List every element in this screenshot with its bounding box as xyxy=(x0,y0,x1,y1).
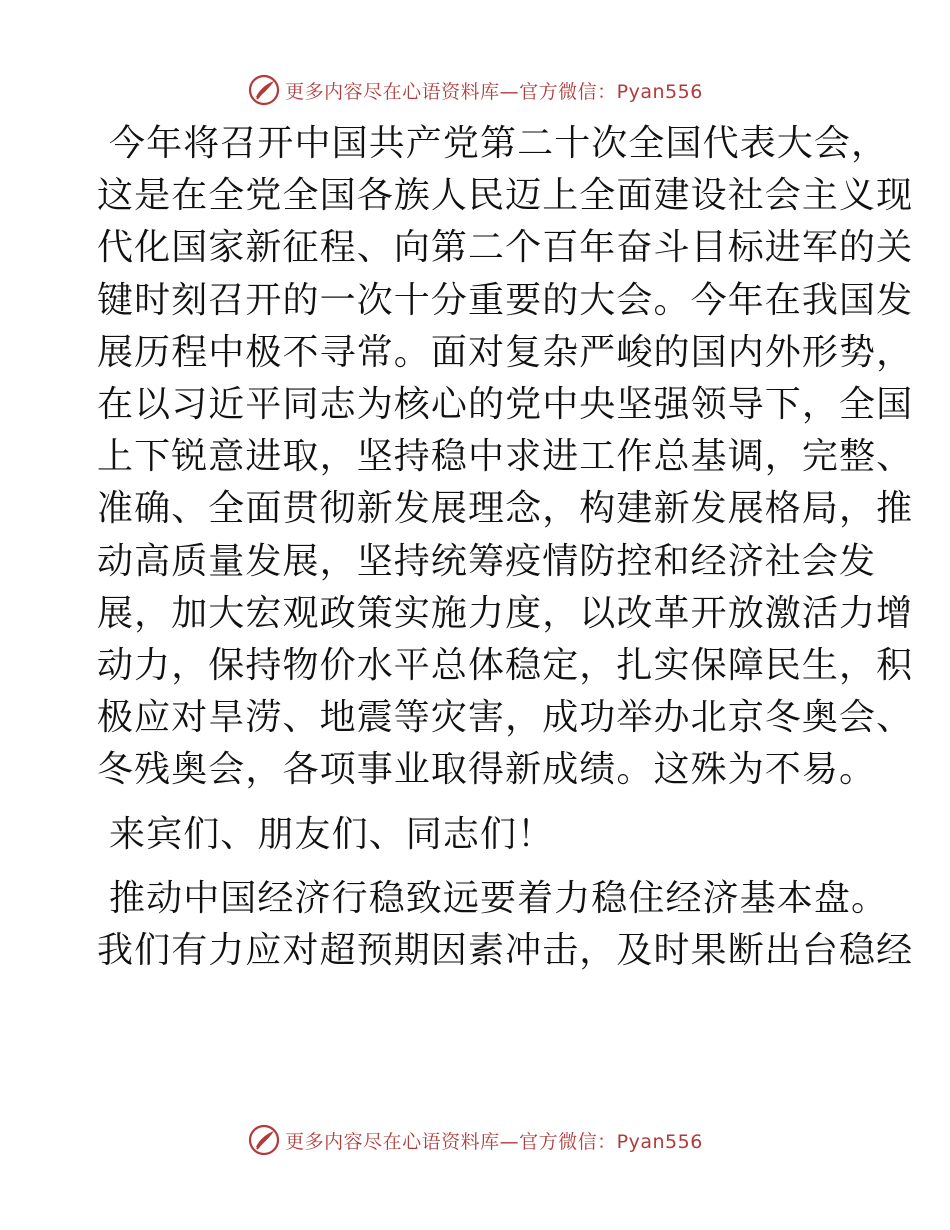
text-line: 冬残奥会，各项事业取得新成绩。这殊为不易。 xyxy=(97,749,877,791)
footer-watermark xyxy=(0,1120,950,1160)
text-line: 动高质量发展，坚持统筹疫情防控和经济社会发 xyxy=(97,540,877,582)
text-line: 今年将召开中国共产党第二十次全国代表大会， xyxy=(109,123,889,164)
footer-watermark-text: 更多内容尽在心语资料库—官方微信：Pyan556 xyxy=(285,1130,703,1153)
paragraph-1 xyxy=(97,118,914,797)
header-watermark-text: 更多内容尽在心语资料库—官方微信：Pyan556 xyxy=(285,80,703,103)
text-line: 推动中国经济行稳致远要着力稳住经济基本盘。 xyxy=(109,877,889,919)
document-body xyxy=(97,118,914,989)
text-line: 在以习近平同志为核心的党中央坚强领导下，全国 xyxy=(97,384,914,426)
text-line: 展历程中极不寻常。面对复杂严峻的国内外形势， xyxy=(97,331,914,373)
header-watermark xyxy=(0,70,950,110)
paragraph-2 xyxy=(97,809,857,861)
text-line: 展，加大宏观政策实施力度，以改革开放激活力增 xyxy=(97,592,914,634)
text-line: 动力，保持物价水平总体稳定，扎实保障民生，积 xyxy=(97,645,914,687)
text-line: 上下锐意进取，坚持稳中求进工作总基调，完整、 xyxy=(97,436,914,478)
text-line: 我们有力应对超预期因素冲击，及时果断出台稳经 xyxy=(97,930,914,972)
text-line: 代化国家新征程、向第二个百年奋斗目标进军的关 xyxy=(97,227,914,269)
text-line: 极应对旱涝、地震等灾害，成功举办北京冬奥会、 xyxy=(97,697,914,739)
text-line: 这是在全党全国各族人民迈上全面建设社会主义现 xyxy=(97,175,914,217)
text-line: 键时刻召开的一次十分重要的大会。今年在我国发 xyxy=(97,279,914,321)
text-line: 来宾们、朋友们、同志们！ xyxy=(109,813,555,855)
text-line: 准确、全面贯彻新发展理念，构建新发展格局，推 xyxy=(97,488,914,530)
quill-logo-icon xyxy=(247,1123,281,1157)
quill-logo-icon xyxy=(247,73,281,107)
paragraph-3 xyxy=(97,873,914,977)
